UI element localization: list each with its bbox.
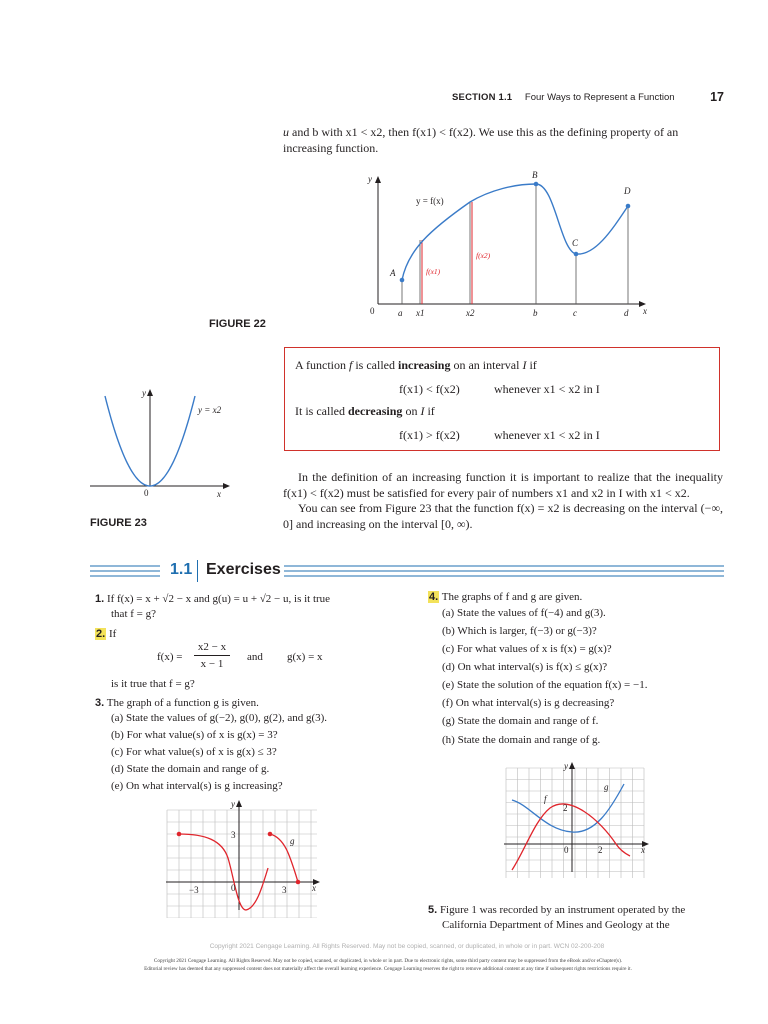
exercises-title: Exercises (206, 561, 281, 578)
fig22-tick-c: c (573, 308, 577, 318)
section-title: Four Ways to Represent a Function (524, 92, 675, 103)
exercise-2: 2. If (96, 628, 117, 640)
ex4-origin: 0 (564, 845, 569, 855)
ex3-grid (167, 810, 317, 918)
paragraph-figure23-note: You can see from Figure 23 that the function f(x) = x2 is decreasing on the interval (−∞, 0] and increasing on the interval [0, ∞). (283, 501, 723, 531)
fig23-curve-label: y = x2 (198, 405, 222, 415)
exercise-2-and: and (247, 651, 263, 663)
fig22-label-A: A (390, 268, 396, 278)
exercise-3a: (a) State the values of g(−2), g(0), g(2), and g(3). (111, 712, 328, 724)
ex4-y-arrow (569, 762, 575, 769)
exercise-1-text-2: that f = g? (111, 608, 156, 620)
fig22-point-d (626, 204, 631, 209)
figure-23-graph (90, 385, 240, 500)
fig23-x-label: x (217, 489, 221, 499)
exercise-3-graph (160, 798, 325, 918)
page-number: 17 (710, 90, 724, 104)
header-divider (197, 560, 198, 582)
exercise-4d: (d) On what interval(s) is f(x) ≤ g(x)? (442, 661, 608, 673)
figure-23-caption: FIGURE 23 (90, 517, 147, 529)
ex3-dot-start (177, 832, 182, 837)
fig22-tick-a: a (398, 308, 403, 318)
exercise-1: 1. If f(x) = x + √2 − x and g(u) = u + √2 − u, is it true that f = g? (95, 593, 331, 620)
fig22-fx2-label: f(x2) (476, 251, 491, 260)
exercise-2-denominator: x − 1 (200, 658, 224, 670)
intro-paragraph: u and b with x1 < x2, then f(x1) < f(x2). We use this as the defining property of an increasing function. (283, 125, 679, 155)
exercise-4b: (b) Which is larger, f(−3) or g(−3)? (442, 625, 597, 637)
exercises-number: 1.1 (170, 561, 193, 578)
fig22-curve-label: y = f(x) (416, 196, 444, 206)
fig22-tick-d: d (624, 308, 629, 318)
exercise-4f: (f) On what interval(s) is g decreasing? (442, 697, 615, 709)
def-ineq-increasing: f(x1) < f(x2) (399, 382, 460, 396)
ex3-tick-xm3: −3 (189, 885, 199, 895)
exercise-5-text: Figure 1 was recorded by an instrument operated by the (439, 904, 686, 916)
fig22-x-label: x (643, 306, 647, 316)
exercise-4e: (e) State the solution of the equation f(x) = −1. (442, 679, 648, 691)
intro-line-2: increasing function. (283, 140, 379, 155)
fig22-point-a (400, 278, 405, 283)
copyright-notice: Copyright 2021 Cengage Learning. All Rights Reserved. May not be copied, scanned, or duplicated, in whole or in part. Due to electronic rights, some third party content may be suppressed from the eBook and/or eChapter(s). Editorial review has deemed that any suppressed content does not materially affect the overall learning experience. Cengage Learning reserves the right to remove additional content at any time if subsequent rights restrictions require it. (144, 958, 632, 972)
running-head (452, 92, 724, 108)
exercise-3b: (b) For what value(s) of x is g(x) = 3? (111, 729, 278, 741)
paragraph-increasing-note: In the definition of an increasing function it is important to realize that the inequality f(x1) < f(x2) must be satisfied for every pair of numbers x1 and x2 in I with x1 < x2. (283, 470, 723, 500)
fig22-y-arrow (375, 176, 381, 183)
fig22-tick-b: b (533, 308, 538, 318)
fig22-tick-x1: x1 (416, 308, 425, 318)
exercise-2-gx: g(x) = x (287, 651, 323, 663)
fig22-origin: 0 (370, 306, 375, 316)
ex3-curve-left (179, 834, 268, 910)
def-whenever-1: whenever x1 < x2 in I (494, 382, 600, 396)
exercise-4c: (c) For what values of x is f(x) = g(x)? (442, 643, 612, 655)
ex4-y-label: y (564, 761, 568, 771)
header-rule-left (90, 562, 160, 582)
ex4-tick-y2: 2 (563, 803, 568, 813)
section-label: SECTION 1.1 (452, 92, 513, 103)
fig22-y-label: y (368, 174, 372, 184)
exercise-4h: (h) State the domain and range of g. (442, 734, 601, 746)
exercise-1-text: If f(x) = x + √2 − x and g(u) = u + √2 − u, is it true (106, 593, 331, 605)
fig23-x-arrow (223, 483, 230, 489)
ex4-x-label: x (641, 845, 645, 855)
ex3-g-label: g (290, 836, 295, 846)
fig22-label-B: B (532, 170, 538, 180)
exercise-5-text-2: California Department of Mines and Geology at the (442, 919, 670, 931)
ex3-tick-x3: 3 (282, 885, 287, 895)
exercise-5: 5. Figure 1 was recorded by an instrument operated by the California Department of Mines and Geology at the (428, 904, 686, 931)
ex3-origin: 0 (231, 883, 236, 893)
ex3-y-arrow (236, 800, 242, 807)
fig22-tick-x2: x2 (466, 308, 475, 318)
fig23-y-label: y (142, 388, 146, 398)
exercise-2-numerator: x2 − x (194, 640, 230, 656)
def-ineq-decreasing: f(x1) > f(x2) (399, 428, 460, 442)
def-line-increasing: A function f is called increasing on an interval I if (295, 358, 537, 372)
ex4-tick-x2: 2 (598, 845, 603, 855)
fig23-origin: 0 (144, 488, 149, 498)
exercise-4a: (a) State the values of f(−4) and g(3). (442, 607, 606, 619)
exercise-3e: (e) On what interval(s) is g increasing? (111, 780, 283, 792)
exercise-3: 3. The graph of a function g is given. (95, 697, 259, 709)
intro-line-1: and b with x1 < x2, then f(x1) < f(x2). We use this as the defining property of an (292, 125, 679, 139)
fig22-fx1-label: f(x1) (426, 267, 441, 276)
copyright-watermark: Copyright 2021 Cengage Learning. All Rights Reserved. May not be copied, scanned, or duplicated, in whole or in part. WCN 02-200-208 (209, 943, 605, 950)
ex3-x-label: x (312, 883, 316, 893)
def-whenever-2: whenever x1 < x2 in I (494, 428, 600, 442)
exercise-2-question: is it true that f = g? (111, 678, 195, 690)
exercise-4: 4. The graphs of f and g are given. (429, 591, 583, 603)
definition-box (284, 347, 720, 451)
exercise-3d: (d) State the domain and range of g. (111, 763, 270, 775)
exercise-4-graph (500, 760, 655, 880)
def-line-decreasing: It is called decreasing on I if (295, 404, 435, 418)
figure-22-caption: FIGURE 22 (209, 318, 266, 330)
fig22-label-D: D (624, 186, 631, 196)
exercise-4g: (g) State the domain and range of f. (442, 715, 599, 727)
fig23-y-arrow (147, 389, 153, 396)
fig22-point-c (574, 252, 579, 257)
ex3-dot-mid (268, 832, 273, 837)
figure-22-graph (350, 170, 730, 320)
ex3-y-label: y (231, 799, 235, 809)
header-rule-right (284, 562, 724, 582)
fig22-point-b (534, 182, 539, 187)
ex3-dot-end (296, 880, 301, 885)
ex3-tick-y3: 3 (231, 830, 236, 840)
exercises-header (90, 558, 724, 586)
exercise-2-fx: f(x) = (157, 651, 183, 663)
fig22-label-C: C (572, 238, 579, 248)
ex4-g-label: g (604, 782, 609, 792)
exercise-3c: (c) For what value(s) of x is g(x) ≤ 3? (111, 746, 277, 758)
ex4-f-label: f (544, 794, 547, 804)
